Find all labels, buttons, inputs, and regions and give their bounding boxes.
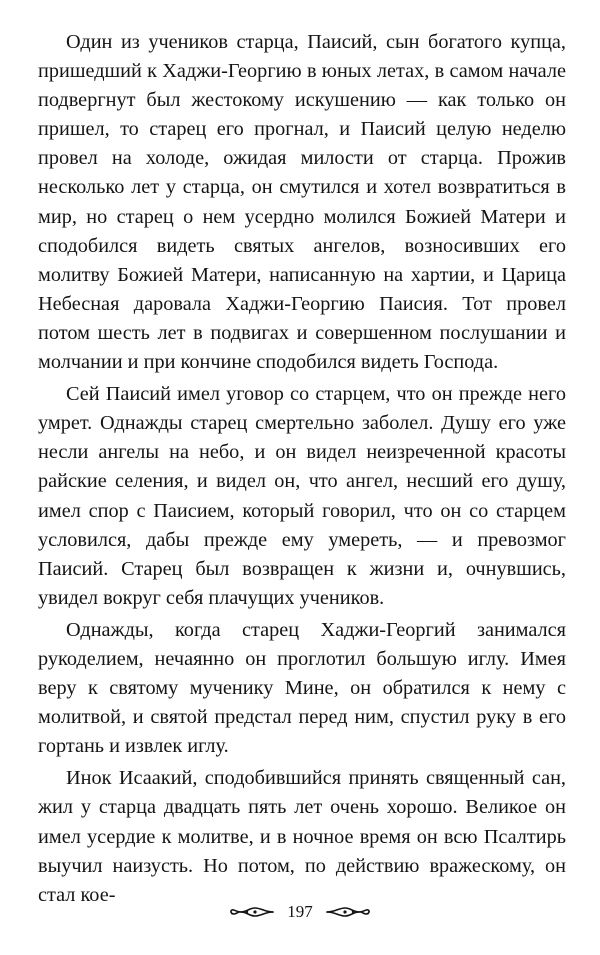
page-number: 197: [287, 902, 313, 922]
scroll-ornament-right-icon: [325, 905, 371, 919]
paragraph-isaakiy: Инок Исаакий, сподобившийся принять священный сан, жил у старца двадцать пять лет очень хорошо. Великое он имел усердие к молитве, и в ночное время он всю Псалтирь выучил наизусть. Но потом, по действию вражескому, он стал кое-: [38, 767, 566, 906]
paragraph-paisiy-agreement: Сей Паисий имел уговор со старцем, что он прежде него умрет. Однажды старец смертельно заболел. Душу его уже несли ангелы на небо, и он видел неизреченной красоты райские селения, и видел он, что ангел, несший его душу, имел спор с Паисием, который говорил, что он со старцем условился, дабы прежде ему умереть, — и превозмог Паисий. Старец был возвращен к жизни и, очнувшись, увидел вокруг себя плачущих учеников.: [38, 383, 566, 609]
page-footer: [0, 900, 600, 923]
paragraph-paisiy: Один из учеников старца, Паисий, сын богатого купца, пришедший к Хаджи-Георгию в юных летах, в самом начале подвергнут был жестокому искушению — как только он пришел, то старец его прогнал, и Паисий целую неделю провел на холоде, ожидая милости от старца. Прожив несколько лет у старца, он смутился и хотел возвратиться в мир, но старец о нем усердно молился Божией Матери и сподобился видеть святых ангелов, возносивших его молитву Божией Матери, написанную на хартии, и Царица Небесная даровала Хаджи-Георгию Паисия. Тот провел потом шесть лет в подвигах и совершенном послушании и молчании и при кончине сподобился видеть Господа.: [38, 31, 566, 374]
book-page-text: [38, 28, 566, 910]
scroll-ornament-left-icon: [229, 905, 275, 919]
paragraph-needle: Однажды, когда старец Хаджи-Георгий занимался рукоделием, нечаянно он проглотил большую иглу. Имея веру к святому мученику Мине, он обратился к нему с молитвой, и святой предстал перед ним, спустил руку в его гортань и извлек иглу.: [38, 618, 566, 758]
